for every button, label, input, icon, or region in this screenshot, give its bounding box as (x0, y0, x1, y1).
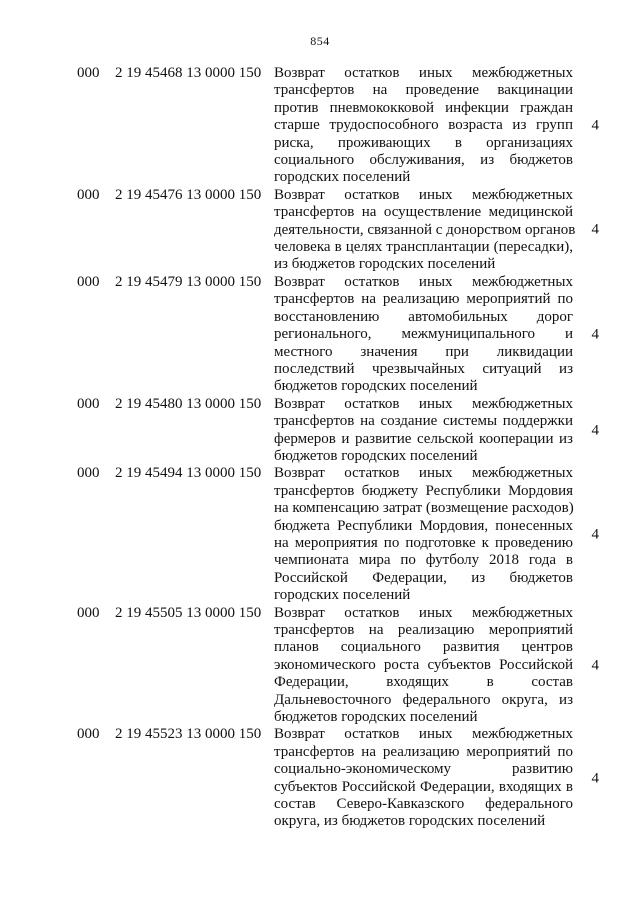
description-line: Возврат остатков иных межбюджетных (274, 186, 573, 203)
description-line: последствий чрезвычайных ситуаций из (274, 360, 573, 377)
description-line: на мероприятия по подготовке к проведению (274, 534, 573, 551)
budget-classification-code: 2 19 45479 13 0000 150 (115, 273, 262, 290)
administrator-code: 000 (77, 273, 100, 290)
description-line: трансфертов на проведение вакцинации (274, 82, 573, 99)
table-row (0, 465, 640, 604)
income-description (274, 605, 573, 727)
description-line: чемпионата мира по футболу 2018 года в (274, 552, 573, 569)
table-row (0, 65, 640, 187)
description-line: субъектов Российской Федерации, входящих в (274, 778, 573, 795)
budget-classification-code: 2 19 45505 13 0000 150 (115, 604, 262, 621)
description-line: Возврат остатков иных межбюджетных (274, 65, 573, 81)
income-description (274, 396, 573, 466)
description-line: Возврат остатков иных межбюджетных (274, 726, 573, 743)
table-row (0, 726, 640, 830)
description-line: экономического роста субъектов Российской (274, 656, 573, 673)
description-line: трансфертов на реализацию мероприятий по (274, 291, 573, 308)
norm-value: 4 (591, 326, 599, 343)
description-line: Российской Федерации, из бюджетов (274, 569, 573, 586)
description-line: Возврат остатков иных межбюджетных (274, 604, 573, 621)
description-line: Возврат остатков иных межбюджетных (274, 395, 573, 412)
description-line: местного значения при ликвидации (274, 343, 573, 360)
income-description (274, 726, 573, 830)
income-description (274, 465, 573, 604)
description-line: риска, проживающих в организациях (274, 134, 573, 151)
administrator-code: 000 (77, 604, 100, 621)
description-line: Возврат остатков иных межбюджетных (274, 465, 573, 482)
description-line: трансфертов на реализацию мероприятий по (274, 743, 573, 760)
description-line: городских поселений (274, 587, 411, 604)
norm-value: 4 (591, 770, 599, 787)
administrator-code: 000 (77, 465, 100, 482)
description-line: фермеров и развитие сельской кооперации из (274, 430, 573, 447)
description-line: планов социального развития центров (274, 639, 573, 656)
description-line: из бюджетов городских поселений (274, 256, 496, 273)
description-line: регионального, межмуниципального и (274, 326, 573, 343)
description-line: человека в целях трансплантации (пересадки), (274, 239, 573, 256)
description-line: Федерации, входящих в состав (274, 674, 573, 691)
description-line: Дальневосточного федерального округа, из (274, 691, 573, 708)
description-line: социально-экономическому развитию (274, 761, 573, 778)
description-line: городских поселений (274, 169, 411, 186)
income-description (274, 274, 573, 396)
budget-classification-code: 2 19 45523 13 0000 150 (115, 726, 262, 743)
description-line: социального обслуживания, из бюджетов (274, 152, 573, 169)
norm-value: 4 (591, 657, 599, 674)
norm-value: 4 (591, 526, 599, 543)
description-line: бюджетов городских поселений (274, 378, 478, 395)
administrator-code: 000 (77, 65, 100, 81)
description-line: трансфертов бюджету Республики Мордовия (274, 482, 573, 499)
description-line: состав Северо-Кавказского федерального (274, 796, 573, 813)
description-line: восстановлению автомобильных дорог (274, 308, 573, 325)
table-row (0, 274, 640, 396)
budget-classification-code: 2 19 45494 13 0000 150 (115, 465, 262, 482)
description-line: Возврат остатков иных межбюджетных (274, 273, 573, 290)
description-line: на компенсацию затрат (возмещение расходов) (274, 500, 574, 517)
administrator-code: 000 (77, 186, 100, 203)
description-line: против пневмококковой инфекции граждан (274, 99, 573, 116)
budget-classification-code: 2 19 45480 13 0000 150 (115, 395, 262, 412)
table-row (0, 605, 640, 727)
description-line: трансфертов на осуществление медицинской (274, 204, 573, 221)
norm-value: 4 (591, 221, 599, 238)
budget-classification-code: 2 19 45476 13 0000 150 (115, 186, 262, 203)
income-description (274, 186, 576, 274)
description-line: деятельности, связанной с донорством органов (274, 221, 576, 238)
norm-value: 4 (591, 117, 599, 134)
description-line: бюджетов городских поселений (274, 709, 478, 726)
budget-classification-code: 2 19 45468 13 0000 150 (115, 65, 262, 81)
budget-code-table (0, 65, 640, 831)
income-description (274, 65, 573, 187)
description-line: бюджета Республики Мордовия, понесенных (274, 517, 573, 534)
table-row (0, 187, 640, 274)
administrator-code: 000 (77, 395, 100, 412)
description-line: бюджетов городских поселений (274, 447, 478, 464)
description-line: старше трудоспособного возраста из групп (274, 117, 573, 134)
description-line: трансфертов на реализацию мероприятий (274, 622, 573, 638)
norm-value: 4 (591, 422, 599, 439)
page-number: 854 (310, 34, 330, 48)
administrator-code: 000 (77, 726, 100, 743)
description-line: округа, из бюджетов городских поселений (274, 813, 546, 830)
table-row (0, 396, 640, 466)
description-line: трансфертов на создание системы поддержки (274, 413, 573, 430)
